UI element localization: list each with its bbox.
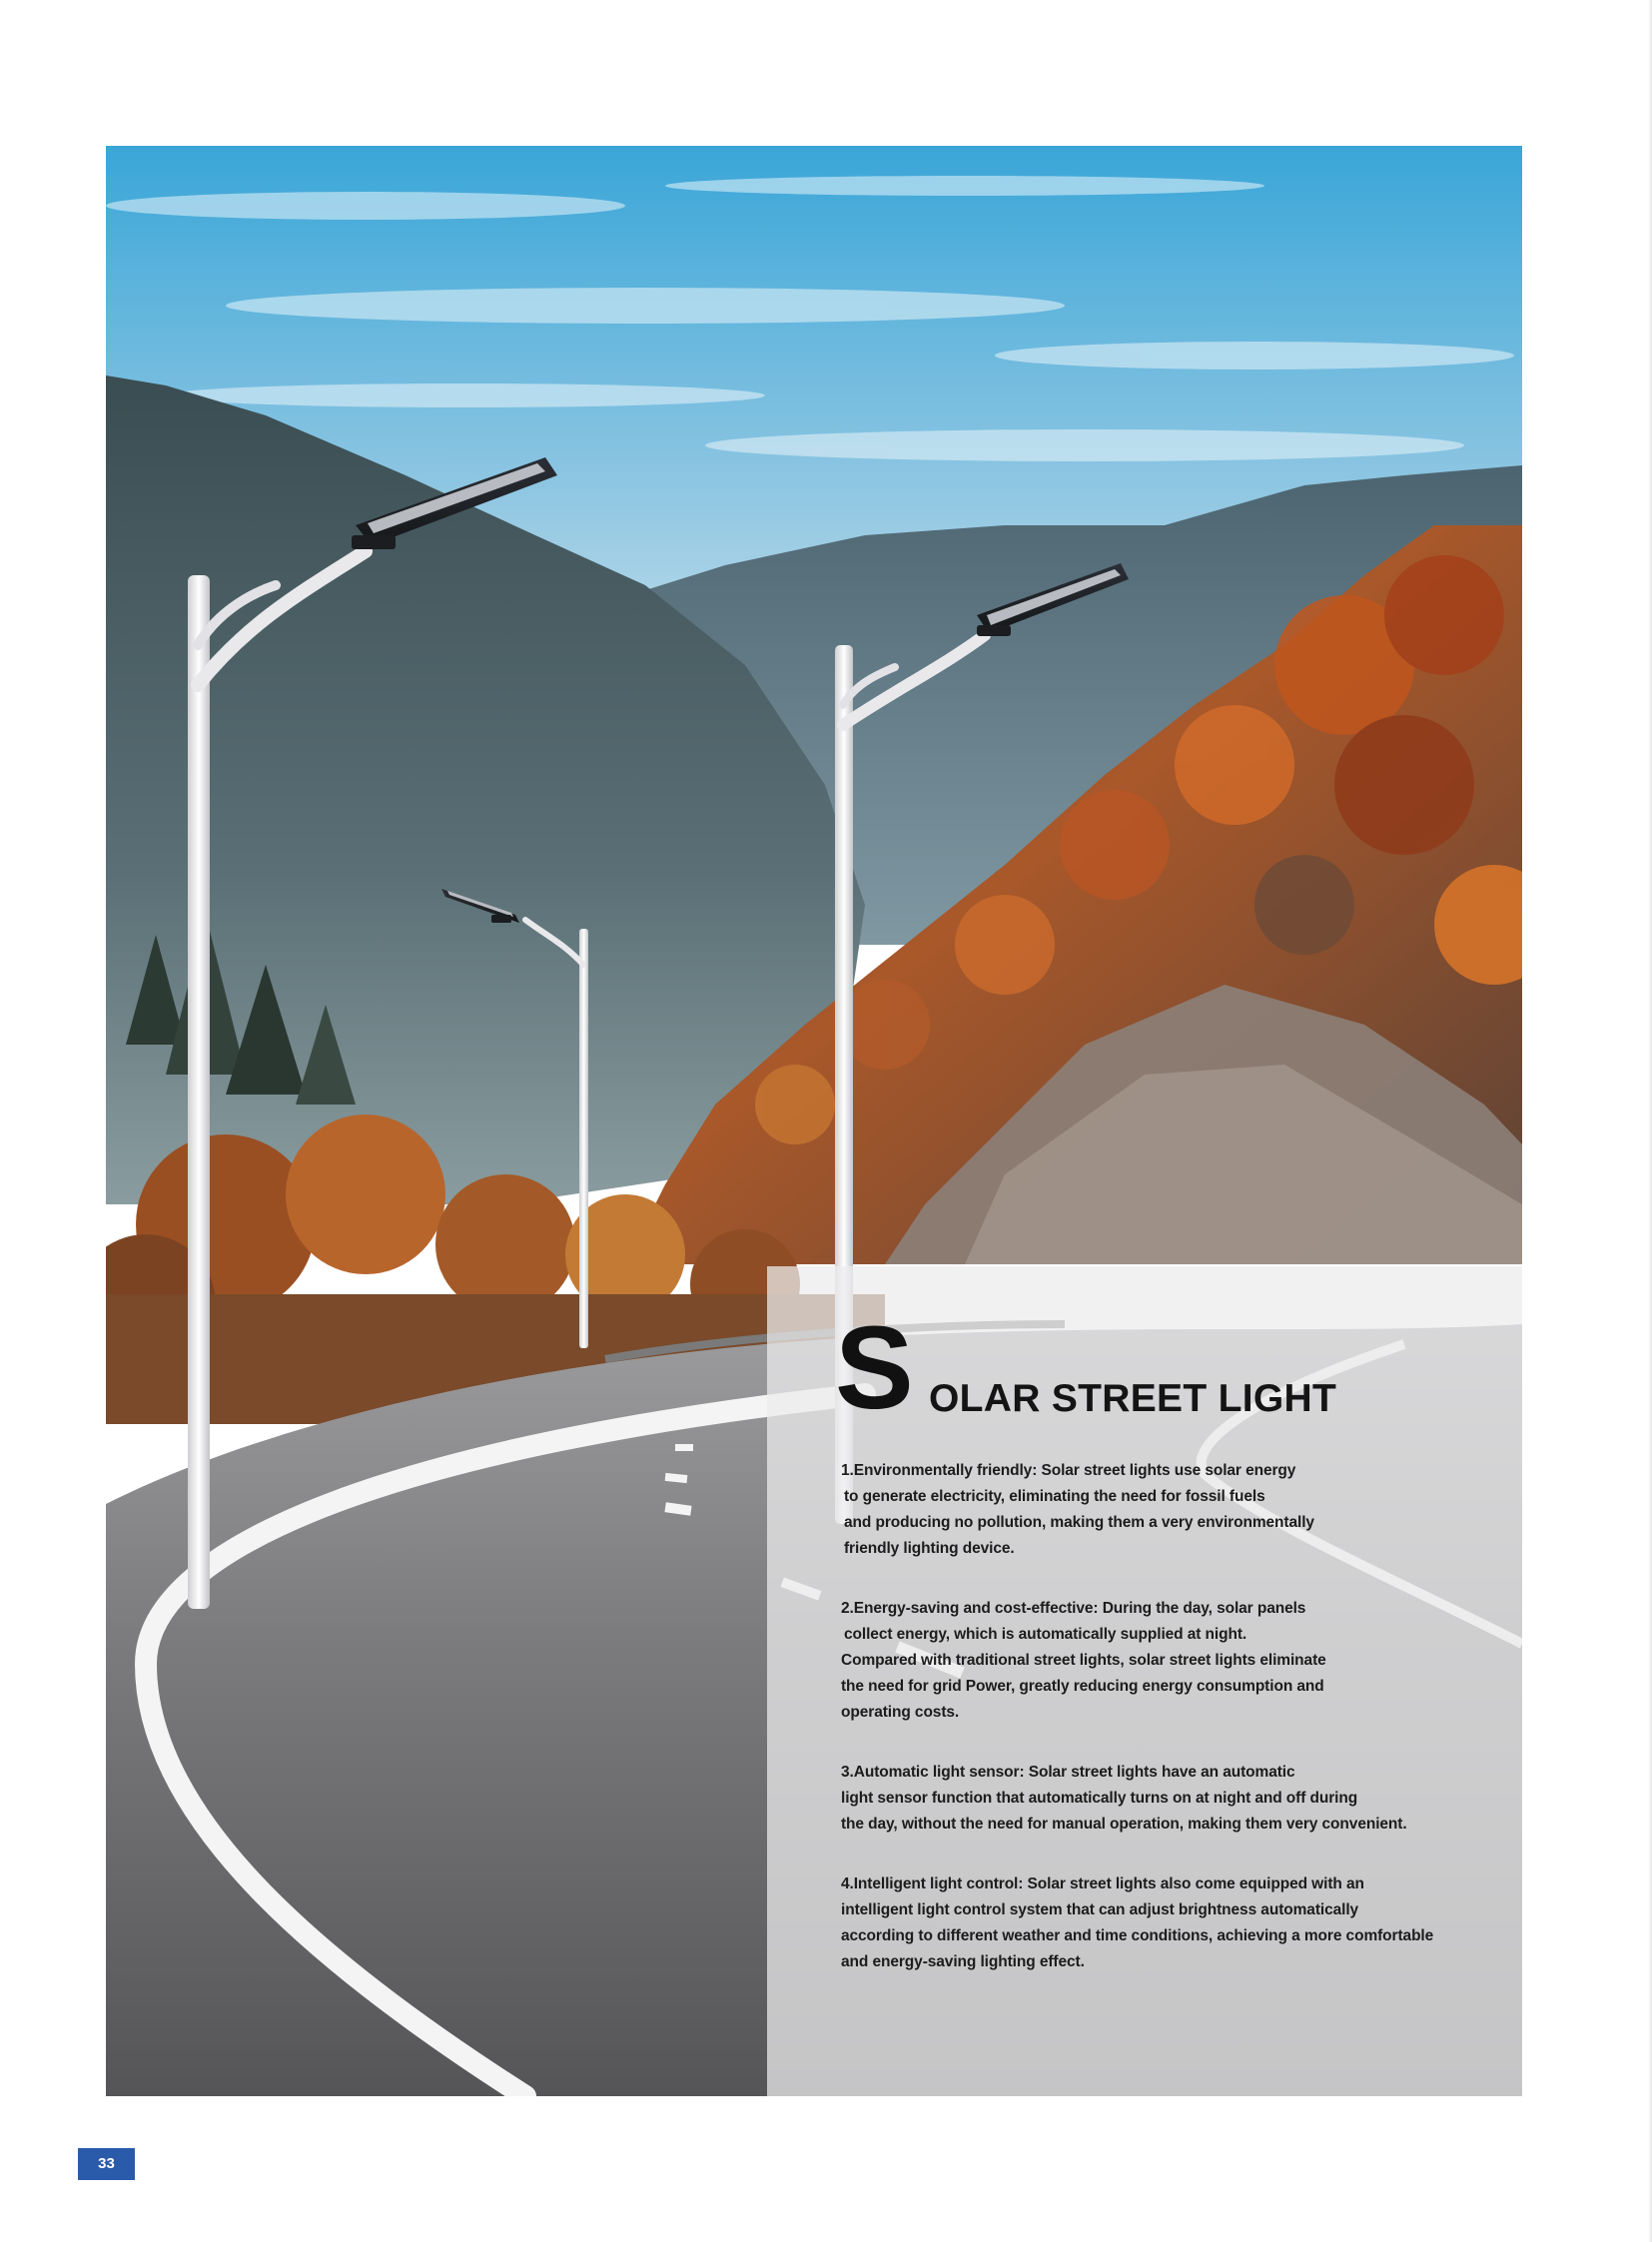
feature-line: light sensor function that automatically turns on at night and off during: [841, 1790, 1358, 1807]
feature-item-intelligent-light-control: [841, 1871, 1480, 1975]
feature-line: operating costs.: [841, 1704, 960, 1721]
feature-line: 3.Automatic light sensor: Solar street lights have an automatic: [841, 1764, 1295, 1781]
feature-item-environmentally-friendly: [841, 1458, 1480, 1562]
feature-item-automatic-light-sensor: [841, 1760, 1480, 1838]
feature-line: and energy-saving lighting effect.: [841, 1953, 1085, 1970]
feature-line: collect energy, which is automatically supplied at night.: [844, 1626, 1247, 1643]
feature-line: the day, without the need for manual operation, making them very convenient.: [841, 1816, 1407, 1833]
feature-line: the need for grid Power, greatly reducing energy consumption and: [841, 1678, 1324, 1695]
feature-line: according to different weather and time conditions, achieving a more comfortable: [841, 1927, 1434, 1944]
feature-line: 1.Environmentally friendly: Solar street lights use solar energy: [841, 1462, 1296, 1479]
page-edge-shadow: [1648, 0, 1652, 2242]
page-number-badge: 33: [78, 2148, 135, 2180]
feature-list: [841, 1458, 1480, 2009]
feature-line: 2.Energy-saving and cost-effective: During the day, solar panels: [841, 1600, 1306, 1617]
section-heading: [835, 1302, 1514, 1434]
feature-line: intelligent light control system that can adjust brightness automatically: [841, 1901, 1359, 1918]
feature-line: Compared with traditional street lights, solar street lights eliminate: [841, 1652, 1326, 1669]
feature-item-energy-saving: [841, 1596, 1480, 1726]
feature-line: to generate electricity, eliminating the need for fossil fuels: [844, 1488, 1265, 1505]
heading-drop-cap: S: [835, 1302, 912, 1434]
feature-line: 4.Intelligent light control: Solar street lights also come equipped with an: [841, 1875, 1364, 1892]
feature-line: and producing no pollution, making them a very environmentally: [844, 1514, 1314, 1531]
heading-title-rest: OLAR STREET LIGHT: [929, 1377, 1337, 1420]
feature-line: friendly lighting device.: [844, 1540, 1015, 1557]
